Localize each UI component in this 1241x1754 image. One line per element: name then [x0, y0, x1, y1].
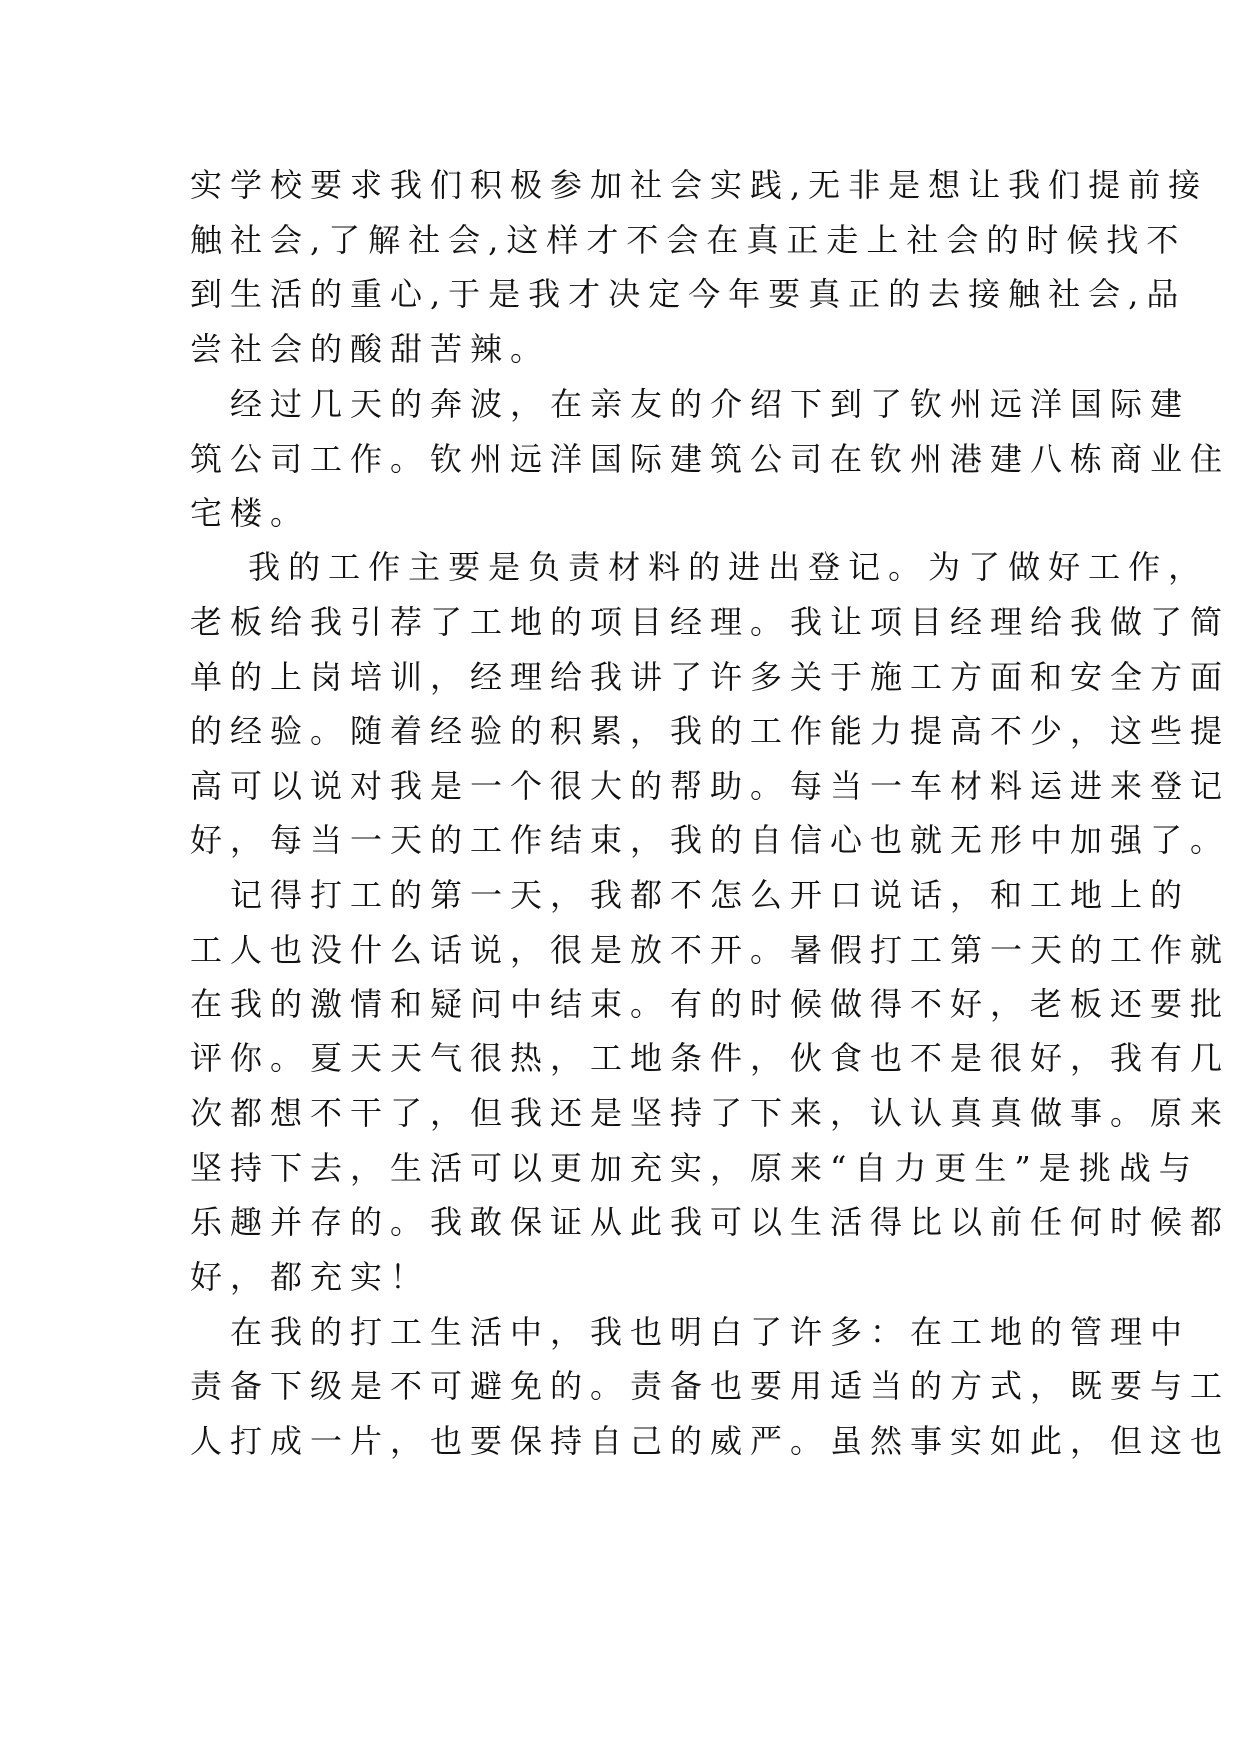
- text-line: 人打成一片，也要保持自己的威严。虽然事实如此，但这也: [190, 1422, 1231, 1460]
- text-line: 坚持下去，生活可以更加充实，原来“自力更生”是挑战与: [190, 1149, 1199, 1187]
- text-line: 乐趣并存的。我敢保证从此我可以生活得比以前任何时候都: [190, 1203, 1231, 1241]
- text-line: 工人也没什么话说，很是放不开。暑假打工第一天的工作就: [190, 931, 1231, 969]
- text-line: 好，每当一天的工作结束，我的自信心也就无形中加强了。: [190, 821, 1231, 859]
- text-line: 责备下级是不可避免的。责备也要用适当的方式，既要与工: [190, 1367, 1231, 1405]
- text-line: 我的工作主要是负责材料的进出登记。为了做好工作，: [190, 548, 1209, 586]
- text-line: 在我的激情和疑问中结束。有的时候做得不好，老板还要批: [190, 985, 1231, 1023]
- text-line: 的经验。随着经验的积累，我的工作能力提高不少，这些提: [190, 712, 1231, 750]
- text-line: 次都想不干了，但我还是坚持了下来，认认真真做事。原来: [190, 1094, 1231, 1132]
- text-line: 到生活的重心,于是我才决定今年要真正的去接触社会,品: [190, 275, 1187, 313]
- text-line: 触社会,了解社会,这样才不会在真正走上社会的时候找不: [190, 221, 1187, 259]
- text-line: 老板给我引荐了工地的项目经理。我让项目经理给我做了简: [190, 603, 1231, 641]
- text-line: 经过几天的奔波，在亲友的介绍下到了钦州远洋国际建: [190, 385, 1191, 423]
- text-line: 尝社会的酸甜苦辣。: [190, 330, 551, 368]
- text-line: 记得打工的第一天，我都不怎么开口说话，和工地上的: [190, 876, 1191, 914]
- text-line: 高可以说对我是一个很大的帮助。每当一车材料运进来登记: [190, 767, 1231, 805]
- text-line: 好，都充实！: [190, 1258, 431, 1296]
- text-line: 筑公司工作。钦州远洋国际建筑公司在钦州港建八栋商业住: [190, 440, 1231, 478]
- text-line: 宅楼。: [190, 494, 311, 532]
- text-line: 实学校要求我们积极参加社会实践,无非是想让我们提前接: [190, 166, 1209, 204]
- text-line: 评你。夏天天气很热，工地条件，伙食也不是很好，我有几: [190, 1039, 1231, 1077]
- text-line: 在我的打工生活中，我也明白了许多：在工地的管理中: [190, 1313, 1191, 1351]
- text-line: 单的上岗培训，经理给我讲了许多关于施工方面和安全方面: [190, 658, 1231, 696]
